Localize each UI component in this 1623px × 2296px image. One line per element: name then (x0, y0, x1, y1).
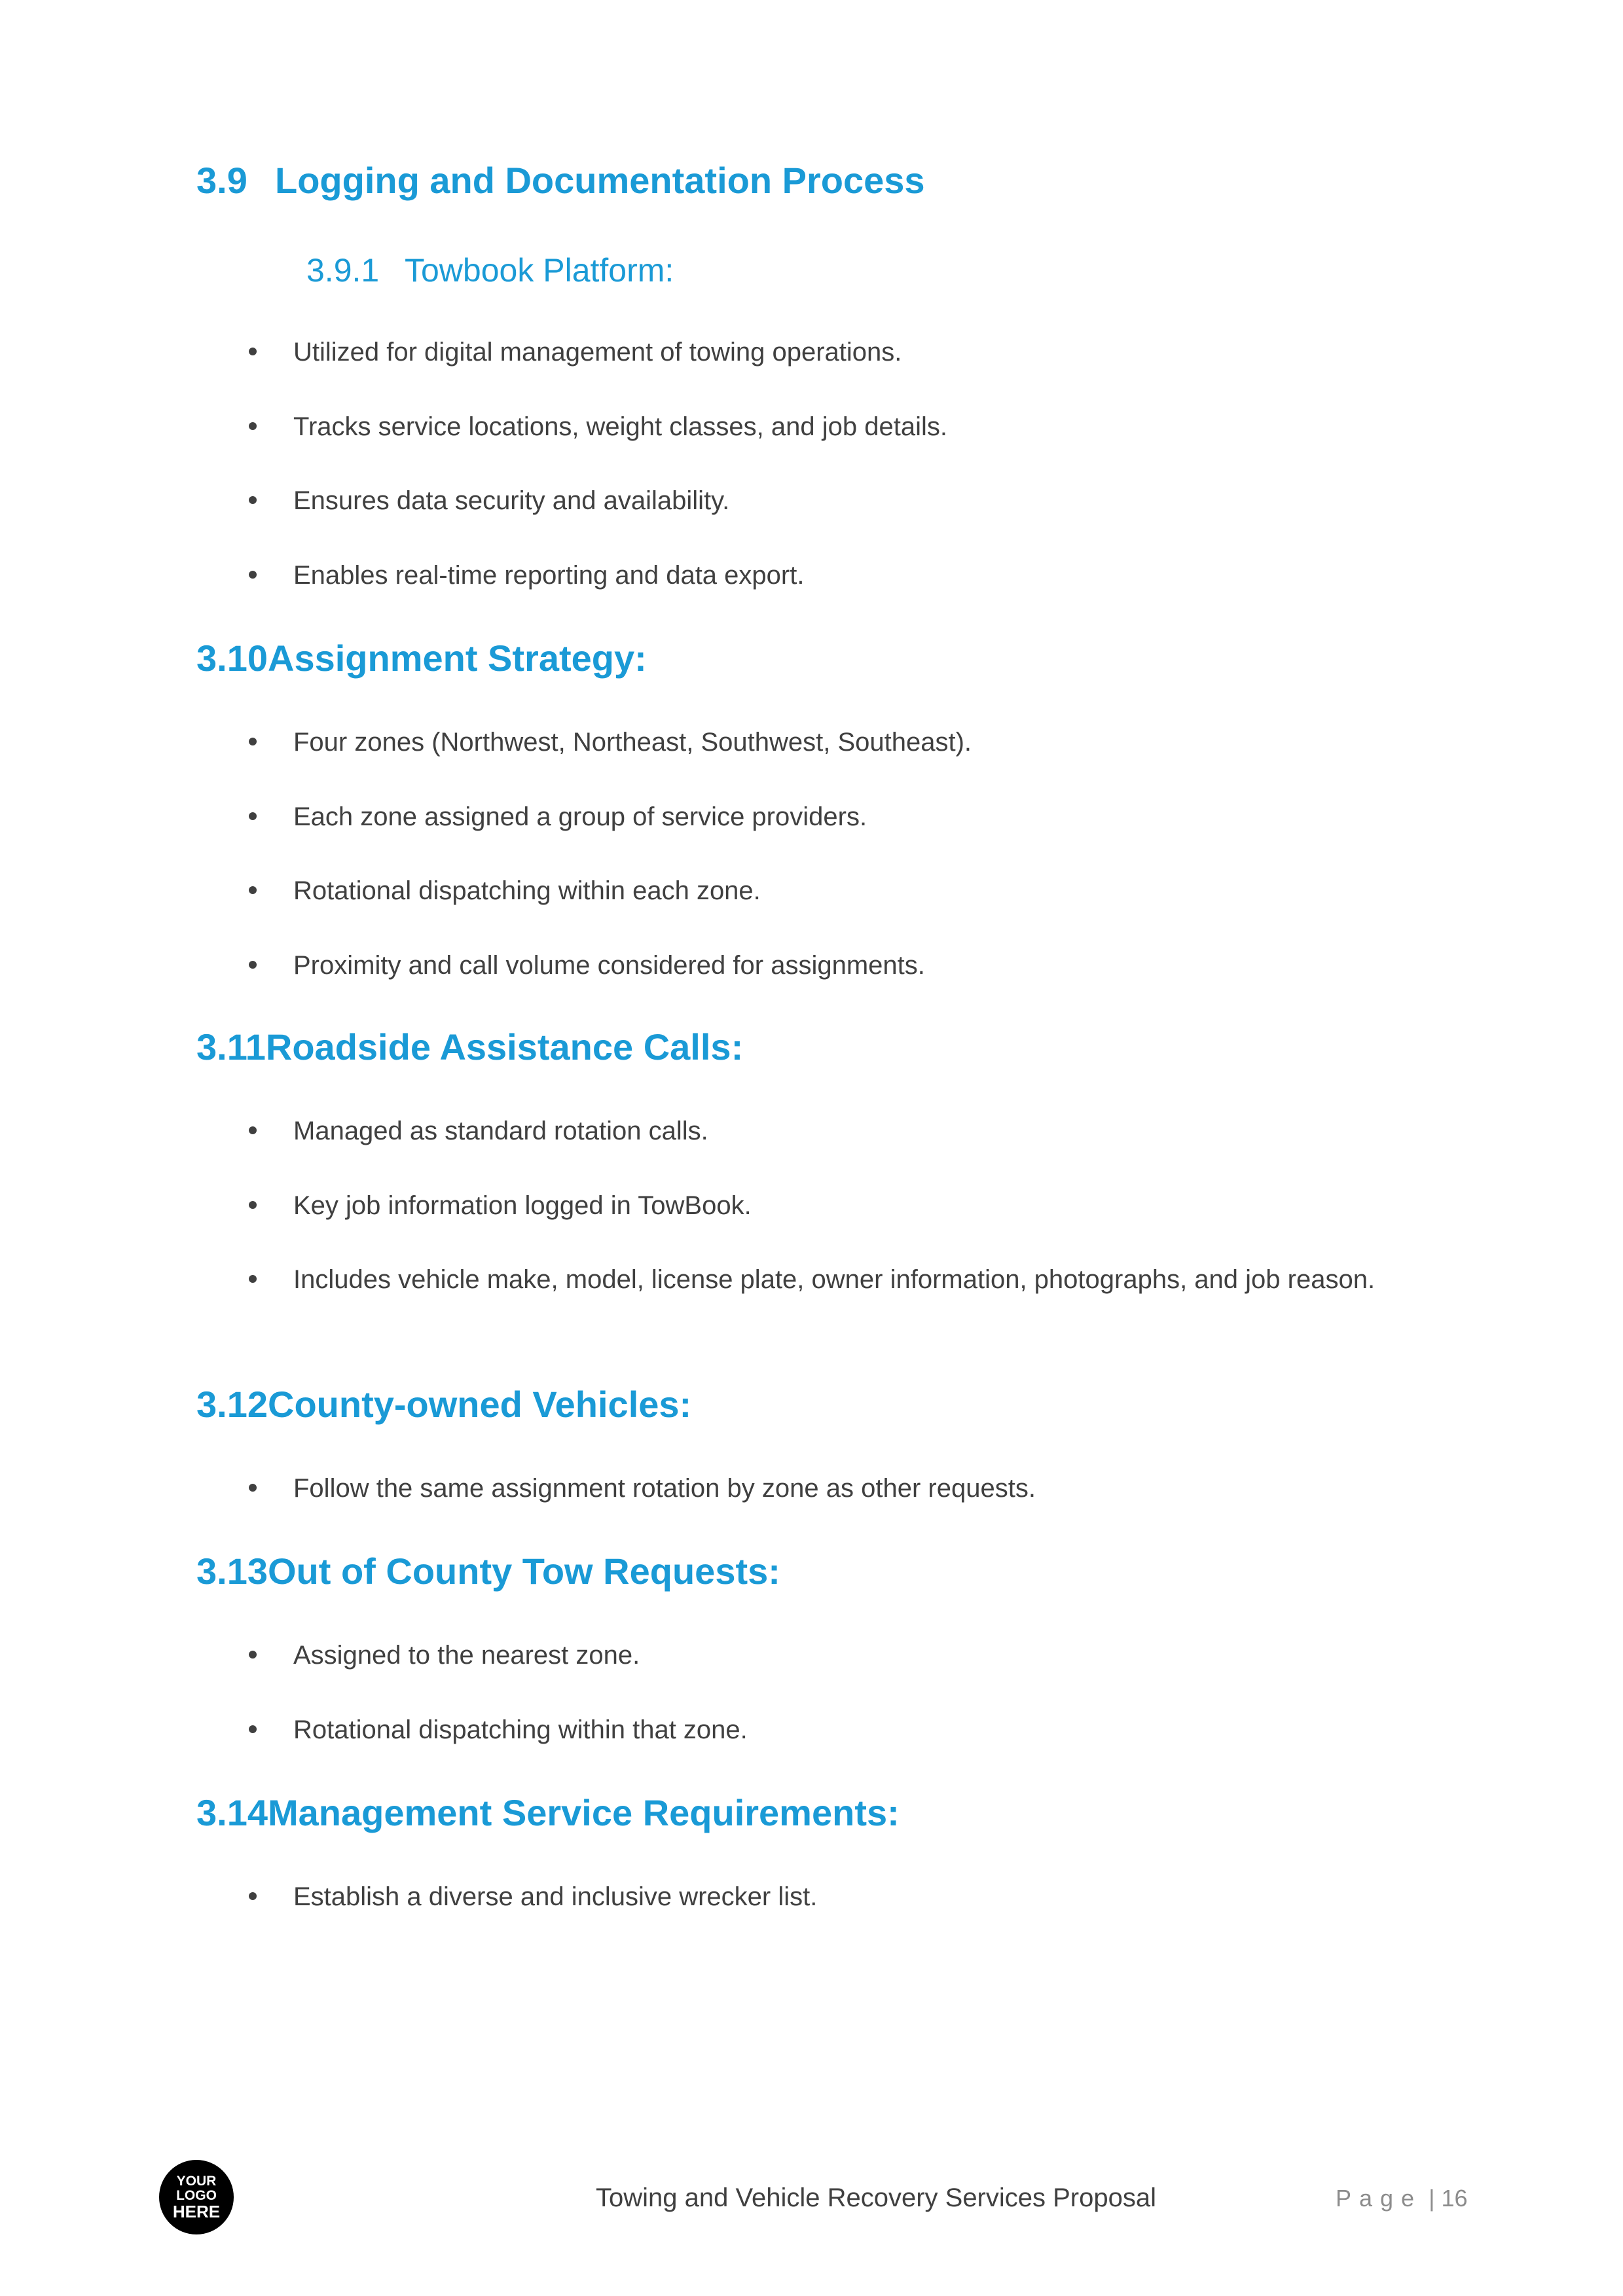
bullet-icon (249, 422, 257, 430)
list-item: Utilized for digital management of towing operations. (249, 331, 1421, 374)
section-title: Management Service Requirements: (268, 1792, 900, 1833)
bullet-icon (249, 1126, 257, 1134)
subsection-number: 3.9.1 (306, 252, 380, 289)
list-item: Managed as standard rotation calls. (249, 1109, 1421, 1153)
list-item: Proximity and call volume considered for assignments. (249, 944, 1421, 987)
section-heading-3-11 (196, 1026, 744, 1067)
section-heading-3-14 (196, 1792, 900, 1833)
list-item: Tracks service locations, weight classes, and job details. (249, 405, 1421, 448)
logo-line: LOGO (176, 2188, 217, 2203)
subsection-title: Towbook Platform: (405, 252, 674, 289)
bullet-icon (249, 1725, 257, 1733)
section-number: 3.13 (196, 1551, 268, 1592)
bullet-icon (249, 1275, 257, 1283)
list-item: Rotational dispatching within that zone. (249, 1708, 1421, 1751)
bullet-icon (249, 1484, 257, 1492)
bullet-icon (249, 886, 257, 894)
logo-line: YOUR (176, 2174, 217, 2189)
footer-page-number (1336, 2185, 1468, 2212)
bullet-icon (249, 738, 257, 745)
bullet-icon (249, 961, 257, 969)
list-item: Each zone assigned a group of service providers. (249, 795, 1421, 838)
bullet-icon (249, 1892, 257, 1900)
list-item: Ensures data security and availability. (249, 479, 1421, 522)
section-title: Logging and Documentation Process (275, 160, 925, 201)
list-item: Includes vehicle make, model, license plate, owner information, photographs, and job reason. (249, 1258, 1421, 1301)
bullet-icon (249, 348, 257, 355)
section-number: 3.14 (196, 1792, 268, 1833)
list-item: Assigned to the nearest zone. (249, 1634, 1421, 1677)
section-title: Roadside Assistance Calls: (265, 1026, 744, 1067)
footer-document-title: Towing and Vehicle Recovery Services Proposal (596, 2183, 1156, 2212)
section-title: Assignment Strategy: (268, 637, 647, 679)
section-heading-3-13 (196, 1553, 780, 1590)
logo-placeholder (159, 2160, 234, 2234)
subsection-heading-3-9-1 (306, 254, 674, 287)
section-number: 3.12 (196, 1384, 268, 1425)
list-item: Establish a diverse and inclusive wrecker list. (249, 1875, 1421, 1918)
section-heading-3-12 (196, 1386, 691, 1423)
page-separator: | (1429, 2185, 1435, 2212)
section-heading-3-10 (196, 637, 647, 679)
bullet-icon (249, 571, 257, 579)
bullet-icon (249, 1201, 257, 1209)
bullet-icon (249, 812, 257, 820)
section-heading-3-9 (196, 162, 925, 199)
bullet-icon (249, 496, 257, 504)
list-item: Rotational dispatching within each zone. (249, 869, 1421, 912)
section-number: 3.11 (196, 1026, 266, 1067)
list-item: Enables real-time reporting and data export. (249, 554, 1421, 597)
list-item: Follow the same assignment rotation by zone as other requests. (249, 1467, 1421, 1510)
section-title: Out of County Tow Requests: (268, 1551, 780, 1592)
section-title: County-owned Vehicles: (268, 1384, 692, 1425)
list-item: Four zones (Northwest, Northeast, Southwest, Southeast). (249, 721, 1421, 764)
bullet-icon (249, 1651, 257, 1659)
section-number: 3.10 (196, 637, 268, 679)
page-number: 16 (1441, 2185, 1468, 2212)
page-label: Page (1336, 2185, 1423, 2212)
section-number: 3.9 (196, 160, 247, 201)
list-item: Key job information logged in TowBook. (249, 1184, 1421, 1227)
logo-line: HERE (172, 2202, 221, 2221)
